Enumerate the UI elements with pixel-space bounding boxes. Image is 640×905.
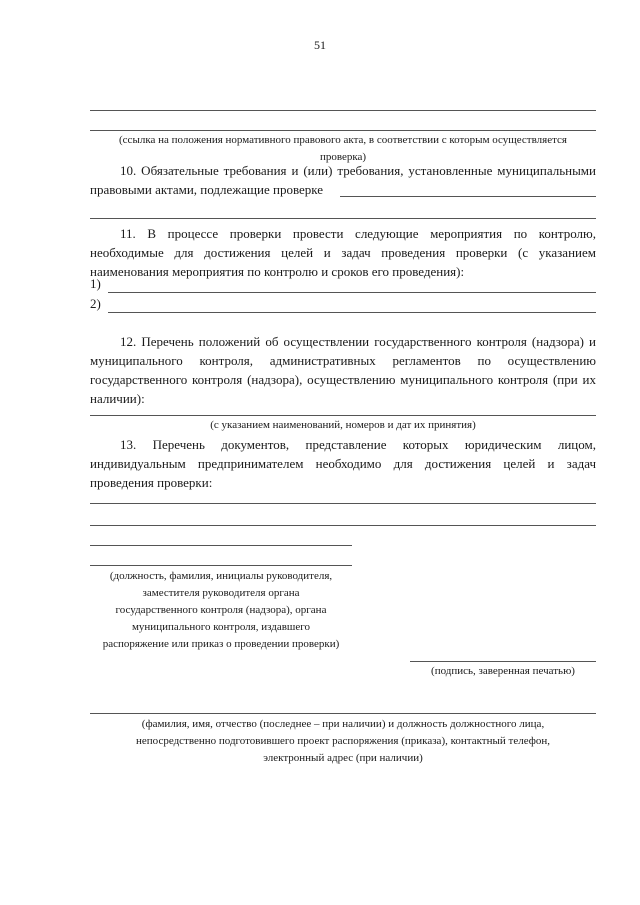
section-13-line: проведения проверки: (90, 475, 213, 490)
section-12-line: муниципального контроля, административных регламентов по осуществлению (90, 353, 596, 368)
official-note-line: (фамилия, имя, отчество (последнее – при наличии) и должность должностного лица, (141, 718, 545, 730)
head-note-line: государственного контроля (надзора), органа (115, 604, 327, 616)
fill-line (340, 196, 596, 197)
ref-note-line: (ссылка на положения нормативного правового акта, в соответствии с которым осуществляется (119, 134, 567, 146)
fill-line (90, 545, 352, 546)
fill-line (108, 312, 596, 313)
official-note (90, 716, 596, 767)
fill-line (90, 503, 596, 504)
section-13-line: 13. Перечень документов, представление которых юридическим лицом, (120, 437, 596, 452)
section-11-line: наименования мероприятия по контролю и сроков его проведения): (90, 264, 465, 279)
fill-line (90, 218, 596, 219)
head-note (90, 568, 352, 653)
fill-line (90, 415, 596, 416)
section-13-line: индивидуальным предпринимателем необходимо для достижения целей и задач (90, 456, 596, 471)
head-note-line: (должность, фамилия, инициалы руководителя, (109, 570, 333, 582)
page-number: 51 (314, 38, 326, 52)
signature-line (410, 661, 596, 662)
head-note-line: муниципального контроля, издавшего (131, 621, 311, 633)
section-11-line: необходимые для достижения целей и задач проведения проверки (с указанием (90, 245, 596, 260)
section-12-line: государственного контроля (надзора), осуществлению муниципального контроля (при их (90, 372, 596, 387)
section-12-line: наличии): (90, 391, 145, 406)
official-note-line: непосредственно подготовившего проект распоряжения (приказа), контактный телефон, (136, 735, 550, 747)
fill-line (90, 565, 352, 566)
fill-line (90, 110, 596, 111)
section-11-line: 11. В процессе проверки провести следующие мероприятия по контролю, (120, 226, 596, 241)
fill-line (90, 130, 596, 131)
fill-line (108, 292, 596, 293)
section-10-line: правовыми актами, подлежащие проверке (90, 182, 324, 197)
head-note-line: заместителя руководителя органа (142, 587, 300, 599)
list-marker: 2) (90, 296, 101, 311)
signature-note: (подпись, заверенная печатью) (431, 665, 575, 677)
fill-line (90, 525, 596, 526)
section-12-note: (с указанием наименований, номеров и дат их принятия) (210, 419, 476, 431)
section-12-line: 12. Перечень положений об осуществлении государственного контроля (надзора) и (120, 334, 596, 349)
head-note-line: распоряжение или приказ о проведении проверки) (102, 638, 340, 650)
list-marker: 1) (90, 276, 101, 291)
fill-line (90, 713, 596, 714)
section-10-line: 10. Обязательные требования и (или) требования, установленные муниципальными (120, 163, 596, 178)
official-note-line: электронный адрес (при наличии) (263, 752, 423, 764)
ref-note-line: проверка) (319, 151, 367, 163)
